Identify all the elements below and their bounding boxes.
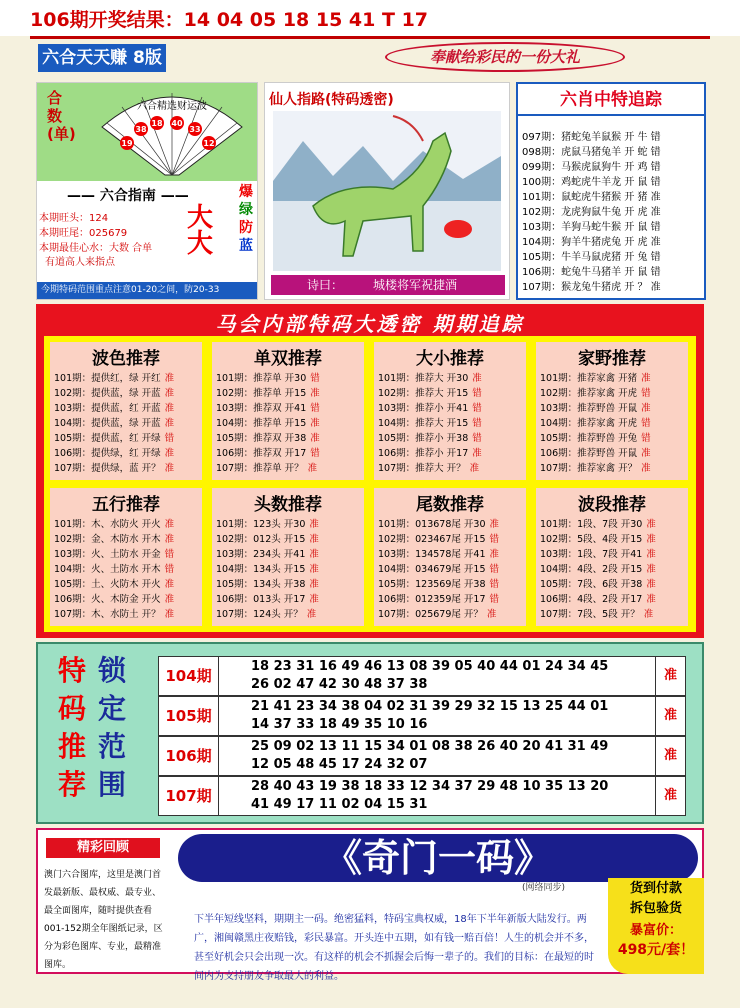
- card-mark: 错: [641, 418, 651, 429]
- card-row: 107期：124头 开？ 准: [216, 609, 317, 620]
- card-mark: 错: [472, 388, 482, 399]
- card-row: 101期：推荐家禽 开猪 准: [540, 373, 651, 384]
- card-mark: 错: [489, 579, 500, 590]
- lock-right-label: 锁 定 范 围: [98, 654, 127, 801]
- fan-box: [37, 83, 257, 181]
- xianren-title: 仙人指路(特码透密): [269, 92, 394, 108]
- recommend-band: [36, 304, 704, 638]
- card-mark: 准: [641, 448, 651, 459]
- recommend-card: [536, 488, 688, 626]
- card-row: 104期：推荐家禽 开虎 错: [540, 418, 651, 429]
- card-mark: 准: [309, 579, 319, 590]
- card-row: 106期：012359尾 开17 错: [378, 594, 500, 605]
- card-mark: 准: [164, 579, 175, 590]
- qimen-title: 《奇门一码》: [178, 834, 698, 882]
- card-row: 107期：7段、5段 开？ 准: [540, 609, 654, 620]
- card-title: 五行推荐: [92, 495, 160, 515]
- zodiac-row: 100期：鸡蛇虎牛羊龙 开 鼠 错: [522, 177, 661, 188]
- divider: [30, 36, 710, 39]
- card-mark: 准: [310, 418, 320, 429]
- card-mark: 准: [641, 463, 651, 474]
- top-bar: [0, 0, 740, 36]
- lock-numbers: 28 40 43 19 38 18 33 12 34 37 29 48 10 35 13 20: [251, 779, 609, 794]
- card-mark: 准: [309, 534, 319, 545]
- card-title: 单双推荐: [254, 349, 322, 369]
- card-mark: 错: [641, 433, 651, 444]
- card-row: 105期：推荐双 开38 准: [216, 433, 320, 444]
- card-row: 103期：234头 开41 准: [216, 549, 319, 560]
- card-mark: 错: [164, 549, 175, 560]
- card-row: 102期：提供蓝，绿 开蓝 准: [54, 388, 175, 399]
- zodiac-row: 104期：狗羊牛猪虎兔 开 虎 准: [522, 237, 661, 248]
- lock-mark: 准: [655, 777, 685, 815]
- guide-line: 本期旺尾：025679: [39, 228, 128, 239]
- card-mark: 准: [309, 594, 319, 605]
- card-mark: 错: [310, 403, 320, 414]
- card-row: 105期：土、火防木 开火 准: [54, 579, 175, 590]
- lock-numbers: 41 49 17 11 02 04 15 31: [251, 797, 428, 812]
- card-row: 101期：123头 开30 准: [216, 519, 319, 530]
- card-row: 104期：提供蓝，绿 开蓝 准: [54, 418, 175, 429]
- lock-row: [158, 656, 686, 696]
- card-mark: 准: [164, 448, 175, 459]
- card-row: 102期：推荐大 开15 错: [378, 388, 482, 399]
- guide-title: —— 六合指南 ——: [67, 188, 189, 204]
- gift-banner: 奉献给彩民的一份大礼: [385, 42, 625, 72]
- card-row: 104期：4段、2段 开15 准: [540, 564, 656, 575]
- card-row: 104期：推荐单 开15 准: [216, 418, 320, 429]
- card-mark: 准: [164, 463, 175, 474]
- lock-mark: 准: [655, 657, 685, 695]
- guide-line: 本期最佳心水：大数 合单: [39, 243, 153, 254]
- lock-mark: 准: [655, 697, 685, 735]
- horse-image: [273, 111, 501, 271]
- card-mark: 准: [164, 609, 175, 620]
- card-row: 104期：034679尾 开15 错: [378, 564, 500, 575]
- card-row: 106期：提供绿，红 开绿 准: [54, 448, 175, 459]
- card-row: 107期：推荐单 开？ 准: [216, 463, 318, 474]
- card-row: 103期：推荐双 开41 错: [216, 403, 320, 414]
- card-row: 101期：013678尾 开30 准: [378, 519, 500, 530]
- card-mark: 错: [489, 564, 500, 575]
- zodiac-panel: [516, 82, 706, 300]
- band-title: 马会内部特码大透密 期期追踪: [215, 312, 525, 336]
- card-row: 107期：025679尾 开？ 准: [378, 609, 497, 620]
- edition-badge: 六合天天赚 8版: [38, 44, 166, 72]
- zodiac-row: 107期：猴龙兔牛猪虎 开 ？ 准: [522, 282, 661, 293]
- zodiac-row: 103期：羊狗马蛇牛猴 开 鼠 错: [522, 222, 661, 233]
- card-row: 106期：推荐双 开17 错: [216, 448, 320, 459]
- card-mark: 准: [646, 549, 656, 560]
- lock-numbers: 18 23 31 16 49 46 13 08 39 05 40 44 01 24 34 45: [251, 659, 609, 674]
- bomb-label: 爆 绿 防 蓝: [239, 184, 253, 254]
- card-mark: 准: [164, 594, 175, 605]
- recommend-card: [536, 342, 688, 480]
- card-mark: 准: [641, 373, 651, 384]
- xianren-panel: [264, 82, 510, 300]
- card-row: 101期：木、水防火 开火 准: [54, 519, 175, 530]
- guide-line: 本期旺头：124: [39, 213, 109, 224]
- card-row: 105期：123569尾 开38 错: [378, 579, 500, 590]
- lock-period: 104期: [159, 657, 219, 695]
- lock-numbers: 26 02 47 42 30 48 37 38: [251, 677, 428, 692]
- card-mark: 错: [472, 433, 482, 444]
- card-mark: 准: [164, 418, 175, 429]
- lock-row: [158, 696, 686, 736]
- card-row: 103期：推荐野兽 开鼠 准: [540, 403, 651, 414]
- lock-numbers: 25 09 02 13 11 15 34 01 08 38 26 40 20 41 31 49: [251, 739, 609, 754]
- card-row: 101期：1段、7段 开30 准: [540, 519, 656, 530]
- source-note: (网络同步): [522, 883, 566, 893]
- card-mark: 准: [164, 534, 175, 545]
- lock-period: 105期: [159, 697, 219, 735]
- side-label: 合数(单): [47, 89, 76, 143]
- card-row: 101期：提供红，绿 开红 准: [54, 373, 175, 384]
- card-mark: 错: [489, 534, 500, 545]
- card-row: 103期：火、土防水 开金 错: [54, 549, 175, 560]
- zodiac-row: 101期：鼠蛇虎牛猪猴 开 猪 准: [522, 192, 661, 203]
- card-row: 103期：提供蓝，红 开蓝 准: [54, 403, 175, 414]
- poem-bar: 诗曰： 城楼将军祝捷酒: [271, 275, 505, 295]
- zodiac-row: 099期：马猴虎鼠狗牛 开 鸡 错: [522, 162, 661, 173]
- card-mark: 准: [472, 373, 482, 384]
- card-row: 106期：4段、2段 开17 准: [540, 594, 656, 605]
- card-title: 波色推荐: [92, 349, 160, 369]
- fan-icon: [97, 87, 247, 179]
- fan-number: 12: [203, 139, 215, 148]
- card-mark: 准: [646, 519, 656, 530]
- promo-text: 下半年短线坚料，期期主一码。绝密猛料，特码宝典权威，18年下半年新版大陆发行。两广，湘闽赣黑庄夜赔钱，彩民暴富。开头连中五期，如有钱一赔百倍！人生的机会并不多，甚至好机会只会出现一次。有这样的机会不抓握会后悔一辈子的。我们的目标：在最短的时间内为支持朋友争取最大的利益。: [194, 914, 594, 982]
- card-mark: 准: [164, 519, 175, 530]
- sale-box: 货到付款 拆包验货 暴富价： 498元/套！: [608, 878, 704, 974]
- card-row: 105期：提供蓝，红 开绿 错: [54, 433, 175, 444]
- guide-panel: [36, 82, 258, 300]
- zodiac-row: 098期：虎鼠马猪兔羊 开 蛇 错: [522, 147, 661, 158]
- card-mark: 错: [472, 403, 482, 414]
- card-row: 107期：推荐大 开？ 准: [378, 463, 480, 474]
- recommend-card: [374, 342, 526, 480]
- fan-number: 19: [121, 139, 133, 148]
- lock-row: [158, 736, 686, 776]
- card-row: 107期：推荐家禽 开？ 准: [540, 463, 651, 474]
- card-mark: 错: [310, 448, 320, 459]
- card-row: 104期：火、土防水 开木 错: [54, 564, 175, 575]
- card-mark: 准: [309, 519, 319, 530]
- card-row: 104期：134头 开15 准: [216, 564, 319, 575]
- card-mark: 准: [646, 534, 656, 545]
- lock-numbers: 14 37 33 18 49 35 10 16: [251, 717, 428, 732]
- fan-number: 40: [171, 119, 183, 128]
- lock-row: [158, 776, 686, 816]
- card-row: 107期：木、水防土 开？ 准: [54, 609, 175, 620]
- recommend-card: [374, 488, 526, 626]
- card-title: 波段推荐: [578, 495, 646, 515]
- result-headline: 106期开奖结果：14 04 05 18 15 41 T 17: [30, 9, 429, 31]
- card-row: 103期：1段、7段 开41 准: [540, 549, 656, 560]
- card-row: 101期：推荐大 开30 准: [378, 373, 482, 384]
- fan-slogan: 六合精选财运波: [137, 101, 207, 112]
- card-row: 102期：推荐家禽 开虎 错: [540, 388, 651, 399]
- card-row: 103期：推荐小 开41 错: [378, 403, 482, 414]
- card-row: 106期：推荐小 开17 准: [378, 448, 482, 459]
- card-title: 尾数推荐: [416, 495, 484, 515]
- lock-section: [36, 642, 704, 824]
- lock-mark: 准: [655, 737, 685, 775]
- zodiac-row: 097期：猪蛇兔羊鼠猴 开 牛 错: [522, 132, 661, 143]
- card-mark: 准: [164, 373, 175, 384]
- recommend-card: [212, 488, 364, 626]
- card-row: 105期：134头 开38 准: [216, 579, 319, 590]
- card-mark: 错: [164, 564, 175, 575]
- card-row: 102期：金、木防水 开木 准: [54, 534, 175, 545]
- card-mark: 准: [489, 549, 500, 560]
- card-mark: 准: [472, 448, 482, 459]
- zodiac-row: 106期：蛇兔牛马猪羊 开 鼠 错: [522, 267, 661, 278]
- card-row: 102期：推荐单 开15 准: [216, 388, 320, 399]
- review-text: 澳门六合图库，这里是澳门首发最新版、最权威、最专业、最全面图库，随时提供查看001-152期全年图纸记录，区分为彩色图库、专业，最精准图库。: [44, 870, 163, 970]
- card-mark: 准: [307, 463, 318, 474]
- zodiac-title: 六肖中特追踪: [518, 84, 704, 116]
- guide-hint: 有道高人来指点: [45, 257, 115, 268]
- card-row: 105期：推荐小 开38 错: [378, 433, 482, 444]
- card-mark: 错: [472, 418, 482, 429]
- card-mark: 准: [469, 463, 480, 474]
- card-mark: 错: [641, 388, 651, 399]
- big-label: 大 大: [187, 203, 214, 259]
- card-mark: 准: [646, 594, 656, 605]
- recommend-grid: [44, 336, 696, 632]
- card-mark: 错: [310, 373, 320, 384]
- card-mark: 准: [306, 609, 317, 620]
- card-mark: 准: [489, 519, 500, 530]
- zodiac-row: 102期：龙虎狗鼠牛兔 开 虎 准: [522, 207, 661, 218]
- card-mark: 准: [309, 549, 319, 560]
- lock-numbers: 21 41 23 34 38 04 02 31 39 29 32 15 13 25 44 01: [251, 699, 609, 714]
- recommend-card: [50, 488, 202, 626]
- card-mark: 准: [646, 579, 656, 590]
- card-mark: 错: [164, 433, 175, 444]
- fan-number: 33: [189, 125, 201, 134]
- lock-left-label: 特 码 推 荐: [58, 654, 87, 801]
- lock-period: 107期: [159, 777, 219, 815]
- card-mark: 准: [641, 403, 651, 414]
- card-title: 头数推荐: [254, 495, 322, 515]
- card-mark: 准: [164, 403, 175, 414]
- card-mark: 错: [489, 594, 500, 605]
- card-row: 102期：012头 开15 准: [216, 534, 319, 545]
- fan-number: 18: [151, 119, 163, 128]
- zodiac-row: 105期：牛羊马鼠虎猪 开 兔 错: [522, 252, 661, 263]
- card-row: 102期：023467尾 开15 错: [378, 534, 500, 545]
- card-mark: 准: [310, 433, 320, 444]
- card-row: 102期：5段、4段 开15 准: [540, 534, 656, 545]
- card-row: 106期：013头 开17 准: [216, 594, 319, 605]
- card-mark: 准: [310, 388, 320, 399]
- card-row: 103期：134578尾 开41 准: [378, 549, 500, 560]
- recommend-card: [212, 342, 364, 480]
- recommend-card: [50, 342, 202, 480]
- card-row: 104期：推荐大 开15 错: [378, 418, 482, 429]
- card-mark: 准: [164, 388, 175, 399]
- card-row: 105期：7段、6段 开38 准: [540, 579, 656, 590]
- lock-period: 106期: [159, 737, 219, 775]
- card-row: 106期：火、木防金 开火 准: [54, 594, 175, 605]
- lock-numbers: 12 05 48 45 17 24 32 07: [251, 757, 428, 772]
- card-row: 106期：推荐野兽 开鼠 准: [540, 448, 651, 459]
- review-badge: 精彩回顾: [46, 838, 160, 858]
- fan-number: 38: [135, 125, 147, 134]
- card-row: 101期：推荐单 开30 错: [216, 373, 320, 384]
- card-row: 107期：提供绿，蓝 开？ 准: [54, 463, 175, 474]
- card-title: 家野推荐: [578, 349, 646, 369]
- card-mark: 准: [309, 564, 319, 575]
- card-title: 大小推荐: [416, 349, 484, 369]
- card-mark: 准: [643, 609, 654, 620]
- range-note: 今期特码范围重点注意01-20之间，防20-33: [37, 282, 257, 299]
- card-mark: 准: [486, 609, 497, 620]
- card-mark: 准: [646, 564, 656, 575]
- card-row: 105期：推荐野兽 开兔 错: [540, 433, 651, 444]
- bottom-section: [36, 828, 704, 982]
